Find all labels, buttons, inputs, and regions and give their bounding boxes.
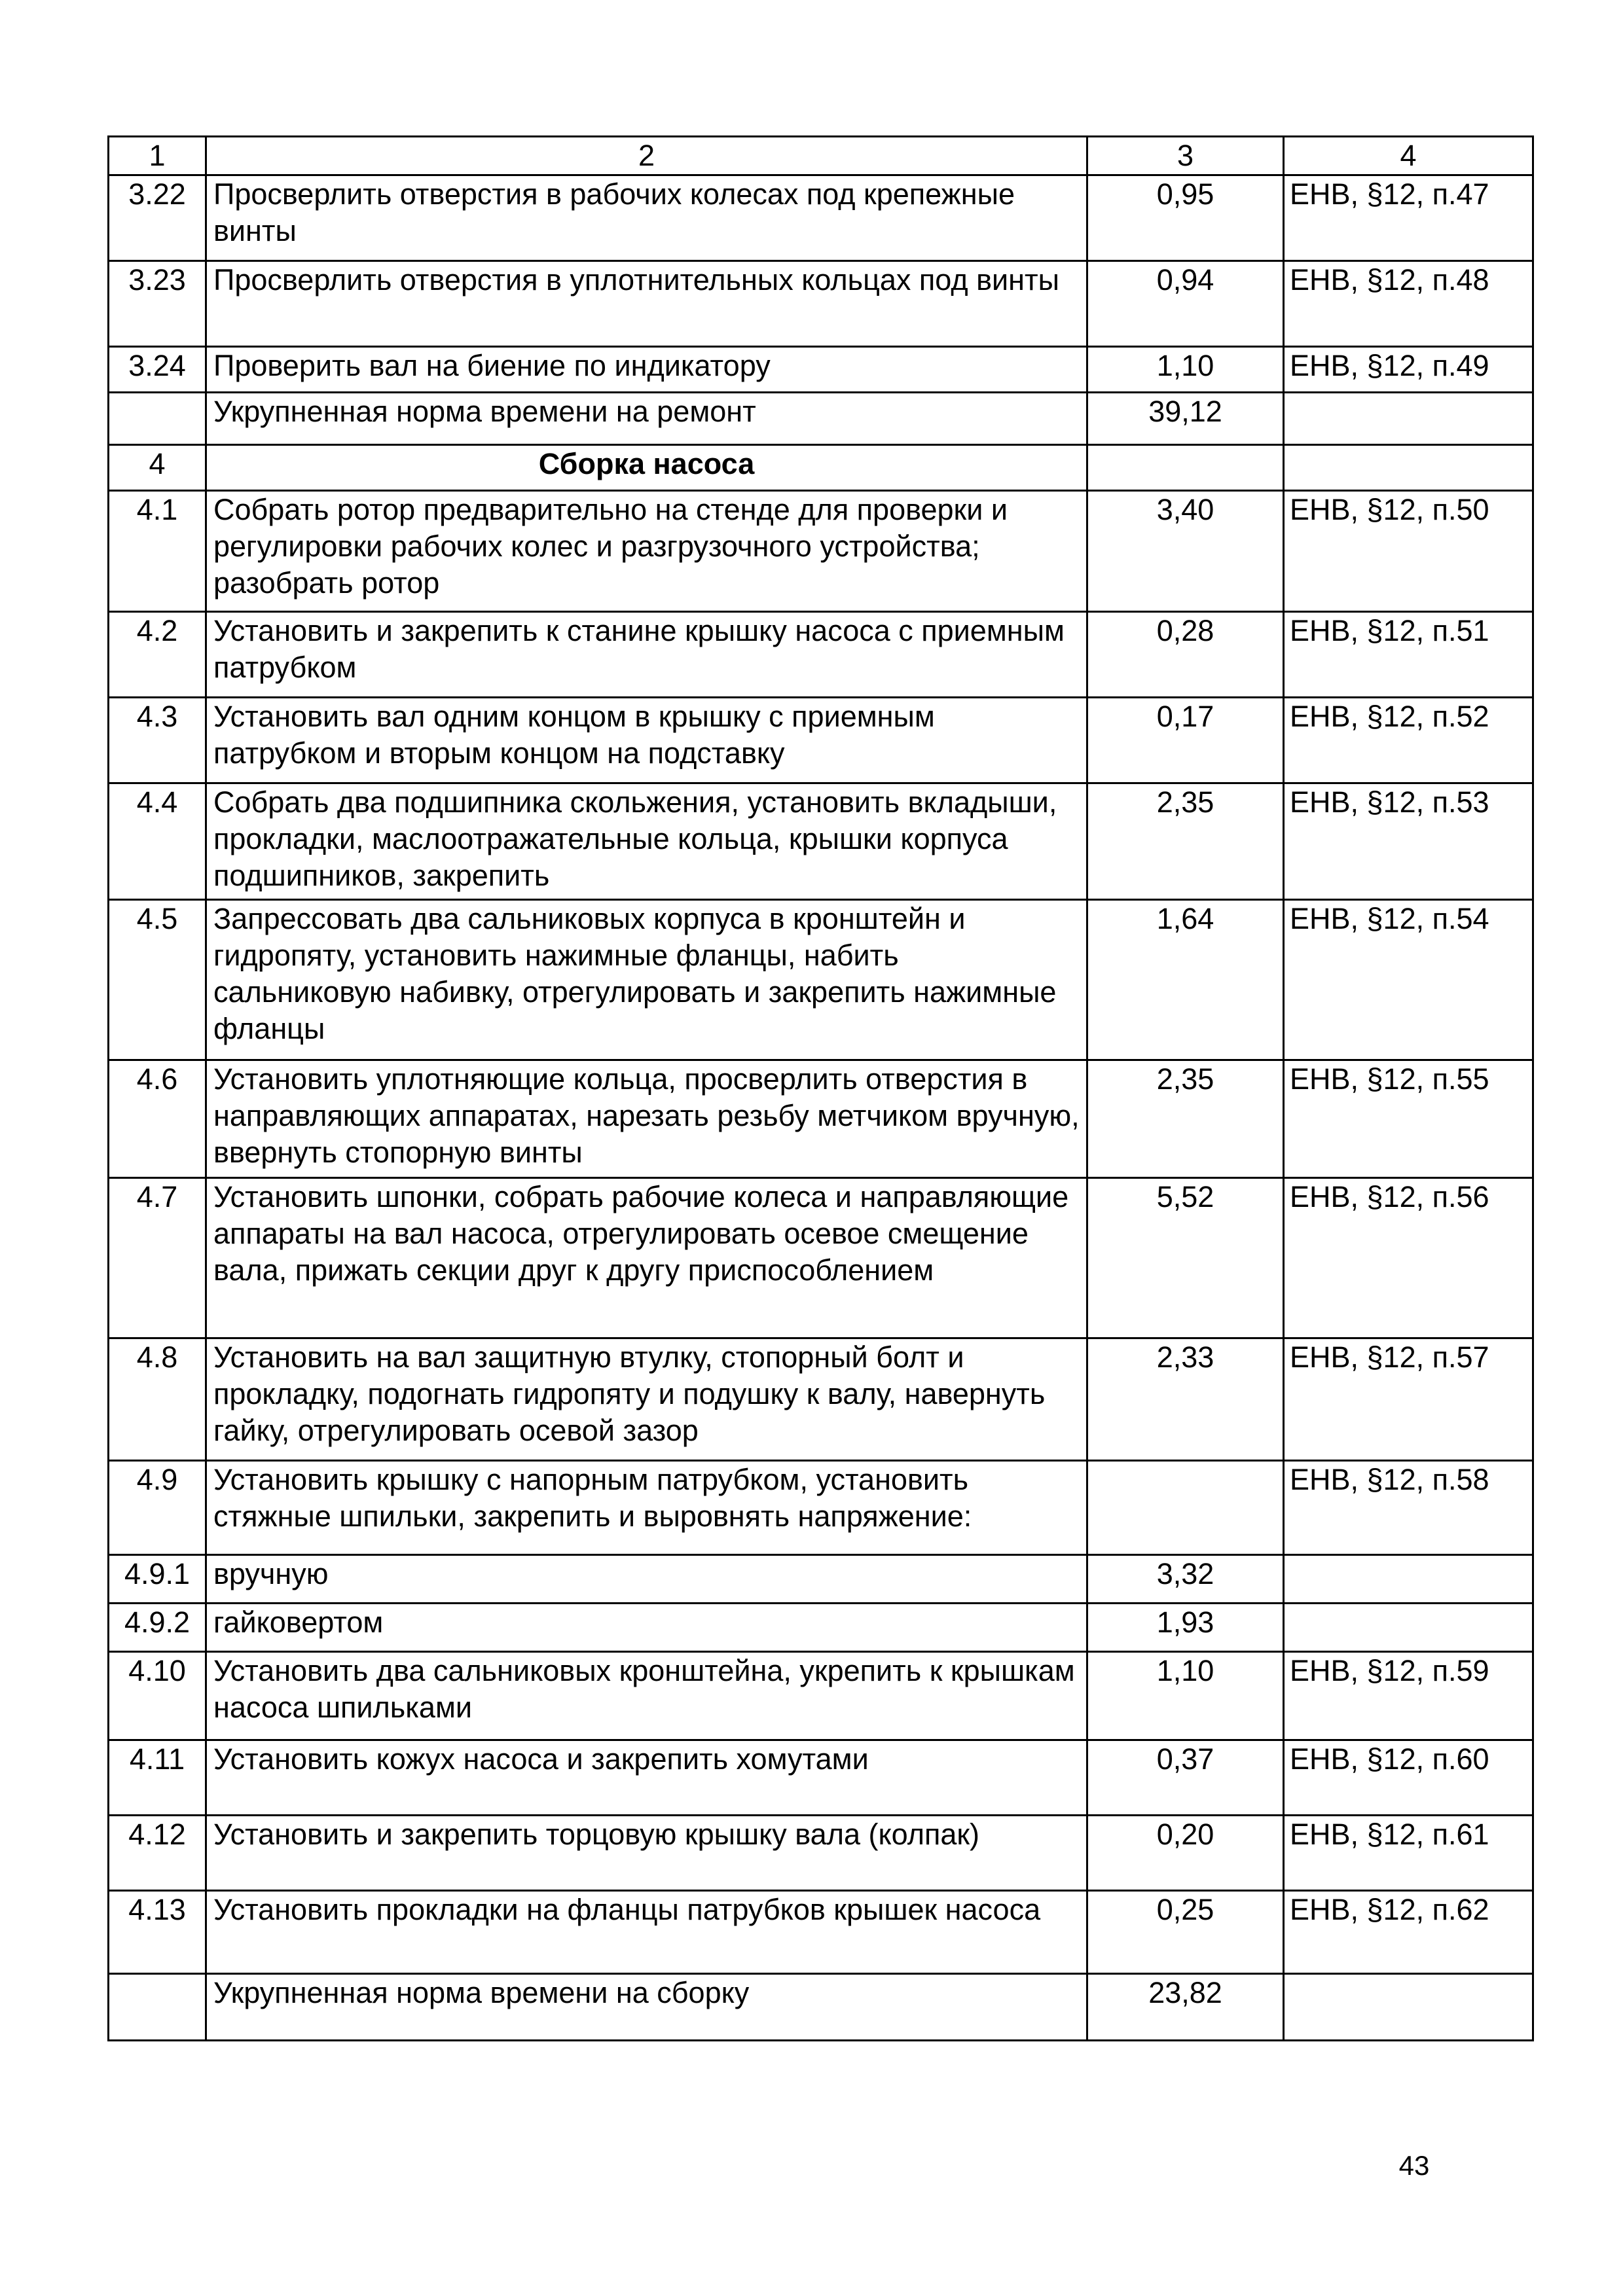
norm-reference bbox=[1284, 393, 1533, 445]
table-row bbox=[109, 1338, 1533, 1461]
table-row bbox=[109, 1652, 1533, 1740]
time-norm: 0,20 bbox=[1087, 1816, 1284, 1891]
time-norm bbox=[1087, 1461, 1284, 1555]
table-row bbox=[109, 900, 1533, 1060]
row-number bbox=[109, 1974, 206, 2041]
row-number: 4.11 bbox=[109, 1740, 206, 1816]
norm-reference bbox=[1284, 1604, 1533, 1652]
row-number: 4.12 bbox=[109, 1816, 206, 1891]
row-number: 3.22 bbox=[109, 175, 206, 261]
section-title: Сборка насоса bbox=[206, 445, 1087, 491]
norm-reference: ЕНВ, §12, п.50 bbox=[1284, 491, 1533, 612]
time-norm: 3,32 bbox=[1087, 1555, 1284, 1604]
row-number: 4.1 bbox=[109, 491, 206, 612]
time-norm: 1,64 bbox=[1087, 900, 1284, 1060]
norm-reference: ЕНВ, §12, п.57 bbox=[1284, 1338, 1533, 1461]
time-norm: 2,35 bbox=[1087, 1060, 1284, 1178]
time-norm bbox=[1087, 445, 1284, 491]
time-norm: 2,33 bbox=[1087, 1338, 1284, 1461]
norms-table bbox=[107, 135, 1534, 2041]
time-norm: 1,10 bbox=[1087, 347, 1284, 393]
table-row bbox=[109, 261, 1533, 347]
row-number: 4.3 bbox=[109, 698, 206, 783]
row-number: 4.9.2 bbox=[109, 1604, 206, 1652]
operation-text: Собрать два подшипника скольжения, установить вкладыши, прокладки, маслоотражательные кольца, крышки корпуса подшипников, закрепить bbox=[206, 783, 1087, 900]
section-number: 4 bbox=[109, 445, 206, 491]
time-norm: 3,40 bbox=[1087, 491, 1284, 612]
norm-reference: ЕНВ, §12, п.51 bbox=[1284, 612, 1533, 698]
row-number bbox=[109, 393, 206, 445]
table-row bbox=[109, 1740, 1533, 1816]
norm-reference: ЕНВ, §12, п.48 bbox=[1284, 261, 1533, 347]
operation-text: Установить и закрепить торцовую крышку вала (колпак) bbox=[206, 1816, 1087, 1891]
subtotal-row bbox=[109, 393, 1533, 445]
norm-reference bbox=[1284, 445, 1533, 491]
operation-text: гайковертом bbox=[206, 1604, 1087, 1652]
operation-text: Установить на вал защитную втулку, стопорный болт и прокладку, подогнать гидропяту и подушку к валу, навернуть гайку, отрегулировать осевой зазор bbox=[206, 1338, 1087, 1461]
operation-text: Просверлить отверстия в уплотнительных кольцах под винты bbox=[206, 261, 1087, 347]
norm-reference: ЕНВ, §12, п.62 bbox=[1284, 1891, 1533, 1974]
header-col-3: 3 bbox=[1087, 137, 1284, 175]
norm-reference: ЕНВ, §12, п.53 bbox=[1284, 783, 1533, 900]
header-col-1: 1 bbox=[109, 137, 206, 175]
subtotal-label: Укрупненная норма времени на ремонт bbox=[206, 393, 1087, 445]
section-row bbox=[109, 445, 1533, 491]
subtotal-value: 23,82 bbox=[1087, 1974, 1284, 2041]
row-number: 4.2 bbox=[109, 612, 206, 698]
time-norm: 0,25 bbox=[1087, 1891, 1284, 1974]
row-number: 3.24 bbox=[109, 347, 206, 393]
operation-text: Собрать ротор предварительно на стенде для проверки и регулировки рабочих колес и разгрузочного устройства; разобрать ротор bbox=[206, 491, 1087, 612]
table-row bbox=[109, 1555, 1533, 1604]
table-row bbox=[109, 491, 1533, 612]
operation-text: Установить два сальниковых кронштейна, укрепить к крышкам насоса шпильками bbox=[206, 1652, 1087, 1740]
norm-reference: ЕНВ, §12, п.59 bbox=[1284, 1652, 1533, 1740]
page-number: 43 bbox=[1398, 2150, 1430, 2181]
norm-reference: ЕНВ, §12, п.58 bbox=[1284, 1461, 1533, 1555]
row-number: 4.9.1 bbox=[109, 1555, 206, 1604]
subtotal-value: 39,12 bbox=[1087, 393, 1284, 445]
operation-text: вручную bbox=[206, 1555, 1087, 1604]
time-norm: 5,52 bbox=[1087, 1178, 1284, 1338]
time-norm: 0,28 bbox=[1087, 612, 1284, 698]
table-header-row bbox=[109, 137, 1533, 175]
norm-reference: ЕНВ, §12, п.47 bbox=[1284, 175, 1533, 261]
operation-text: Установить и закрепить к станине крышку насоса с приемным патрубком bbox=[206, 612, 1087, 698]
row-number: 4.7 bbox=[109, 1178, 206, 1338]
time-norm: 0,94 bbox=[1087, 261, 1284, 347]
row-number: 4.8 bbox=[109, 1338, 206, 1461]
operation-text: Просверлить отверстия в рабочих колесах под крепежные винты bbox=[206, 175, 1087, 261]
row-number: 4.13 bbox=[109, 1891, 206, 1974]
norm-reference bbox=[1284, 1974, 1533, 2041]
operation-text: Установить крышку с напорным патрубком, установить стяжные шпильки, закрепить и выровнять напряжение: bbox=[206, 1461, 1087, 1555]
row-number: 4.9 bbox=[109, 1461, 206, 1555]
operation-text: Установить кожух насоса и закрепить хомутами bbox=[206, 1740, 1087, 1816]
norm-reference: ЕНВ, §12, п.49 bbox=[1284, 347, 1533, 393]
norm-reference: ЕНВ, §12, п.55 bbox=[1284, 1060, 1533, 1178]
subtotal-row bbox=[109, 1974, 1533, 2041]
norm-reference: ЕНВ, §12, п.52 bbox=[1284, 698, 1533, 783]
table-row bbox=[109, 1816, 1533, 1891]
table-row bbox=[109, 1604, 1533, 1652]
row-number: 4.5 bbox=[109, 900, 206, 1060]
header-col-4: 4 bbox=[1284, 137, 1533, 175]
table-row bbox=[109, 698, 1533, 783]
time-norm: 1,93 bbox=[1087, 1604, 1284, 1652]
operation-text: Установить уплотняющие кольца, просверлить отверстия в направляющих аппаратах, нарезать резьбу метчиком вручную, ввернуть стопорную винты bbox=[206, 1060, 1087, 1178]
norm-reference bbox=[1284, 1555, 1533, 1604]
norm-reference: ЕНВ, §12, п.60 bbox=[1284, 1740, 1533, 1816]
header-col-2: 2 bbox=[206, 137, 1087, 175]
table-row bbox=[109, 1060, 1533, 1178]
time-norm: 1,10 bbox=[1087, 1652, 1284, 1740]
table-row bbox=[109, 1891, 1533, 1974]
row-number: 3.23 bbox=[109, 261, 206, 347]
operation-text: Установить вал одним концом в крышку с приемным патрубком и вторым концом на подставку bbox=[206, 698, 1087, 783]
subtotal-label: Укрупненная норма времени на сборку bbox=[206, 1974, 1087, 2041]
operation-text: Установить шпонки, собрать рабочие колеса и направляющие аппараты на вал насоса, отрегулировать осевое смещение вала, прижать секции друг к другу приспособлением bbox=[206, 1178, 1087, 1338]
norm-reference: ЕНВ, §12, п.61 bbox=[1284, 1816, 1533, 1891]
table-row bbox=[109, 783, 1533, 900]
time-norm: 0,95 bbox=[1087, 175, 1284, 261]
time-norm: 2,35 bbox=[1087, 783, 1284, 900]
table-row bbox=[109, 612, 1533, 698]
norm-reference: ЕНВ, §12, п.54 bbox=[1284, 900, 1533, 1060]
table-row bbox=[109, 347, 1533, 393]
operation-text: Проверить вал на биение по индикатору bbox=[206, 347, 1087, 393]
time-norm: 0,17 bbox=[1087, 698, 1284, 783]
operation-text: Запрессовать два сальниковых корпуса в кронштейн и гидропяту, установить нажимные фланцы, набить сальниковую набивку, отрегулировать и закрепить нажимные фланцы bbox=[206, 900, 1087, 1060]
table-row bbox=[109, 1461, 1533, 1555]
table-row bbox=[109, 175, 1533, 261]
norm-reference: ЕНВ, §12, п.56 bbox=[1284, 1178, 1533, 1338]
operation-text: Установить прокладки на фланцы патрубков крышек насоса bbox=[206, 1891, 1087, 1974]
row-number: 4.4 bbox=[109, 783, 206, 900]
row-number: 4.6 bbox=[109, 1060, 206, 1178]
time-norm: 0,37 bbox=[1087, 1740, 1284, 1816]
table-row bbox=[109, 1178, 1533, 1338]
row-number: 4.10 bbox=[109, 1652, 206, 1740]
